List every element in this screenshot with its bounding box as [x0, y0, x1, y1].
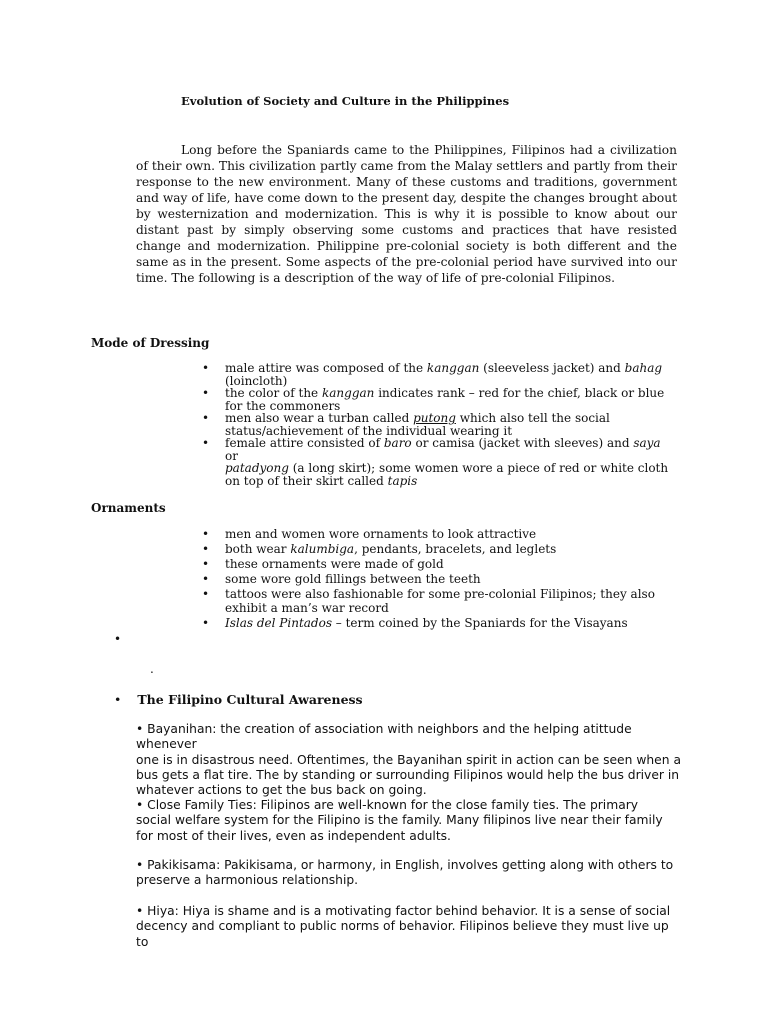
ornament-item: • men and women wore ornaments to look attractive [202, 527, 672, 541]
emphasized-term: tapis [387, 473, 418, 488]
emphasized-term: saya [633, 436, 661, 450]
ornament-item: • Islas del Pintados – term coined by the Spaniards for the Visayans [202, 616, 672, 630]
emphasized-term: kanggan [321, 386, 375, 400]
dressing-item: • men also wear a turban called putong which also tell the social status/achievement of the individual wearing it [202, 412, 672, 437]
emphasized-term: putong [413, 411, 456, 425]
hiya-paragraph: • Hiya: Hiya is shame and is a motivating factor behind behavior. It is a sense of social decency and compliant to public norms of behavior. Filipinos believe they must live up to [136, 904, 671, 949]
emphasized-term: kanggan [426, 361, 480, 375]
dressing-item: • the color of the kanggan indicates rank – red for the chief, black or blue for the commoners [202, 387, 672, 412]
intro-paragraph: Long before the Spaniards came to the Philippines, Filipinos had a civilization of their own. This civilization partly came from the Malay settlers and partly from their response to the new environment. Many of these customs and traditions, government and way of life, have come down to the present day, despite the changes brought about by westernization and modernization. This is why it is possible to know about our distant past by simply observing some customs and practices that have resisted change and modernization. Philippine pre-colonial society is both different and the same as in the present. Some aspects of the pre-colonial period have survived into our time. The following is a description of the way of life of pre-colonial Filipinos. [136, 143, 677, 285]
cultural-awareness-heading [114, 692, 363, 707]
pakikisama-paragraph: • Pakikisama: Pakikisama, or harmony, in English, involves getting along with others to preserve a harmonious relationship. [136, 858, 674, 888]
family-ties-paragraph: • Close Family Ties: Filipinos are well-known for the close family ties. The primary social welfare system for the Filipino is the family. Many filipinos live near their family for most of their lives, even as independent adults. [136, 798, 663, 843]
emphasized-term: kalumbiga [290, 542, 355, 556]
ornament-item: • some wore gold fillings between the teeth [202, 572, 672, 586]
ornament-item: • tattoos were also fashionable for some pre-colonial Filipinos; they also exhibit a man’s war record [202, 587, 672, 615]
emphasized-term: bahag [624, 361, 663, 375]
dressing-item: • male attire was composed of the kanggan (sleeveless jacket) and bahag (loincloth) [202, 362, 672, 387]
mode-of-dressing-heading: Mode of Dressing [91, 336, 210, 350]
heading-bullet: • [114, 692, 122, 707]
emphasized-term: Islas del Pintados [225, 616, 332, 630]
dressing-item: • female attire consisted of baro or camisa (jacket with sleeves) and saya or patadyong (a long skirt); some women wore a piece of red or white cloth on top of their skirt called tapis [202, 437, 672, 487]
empty-bullet: • [114, 632, 122, 646]
emphasized-term: patadyong [225, 461, 289, 475]
ornaments-list [202, 527, 672, 631]
ornaments-heading: Ornaments [91, 501, 166, 515]
stray-period: . [150, 662, 154, 676]
bayanihan-paragraph: • Bayanihan: the creation of association with neighbors and the helping atittude whenever one is in disastrous need. Oftentimes, the Bayanihan spirit in action can be seen when a bus gets a flat tire. The by standing or surrounding Filipinos would help the bus driver in whatever actions to get the bus back on going. [136, 722, 681, 798]
dressing-list [202, 362, 672, 487]
ornament-item: • these ornaments were made of gold [202, 557, 672, 571]
emphasized-term: baro [383, 436, 412, 450]
heading-text: The Filipino Cultural Awareness [137, 692, 363, 707]
ornament-item: • both wear kalumbiga, pendants, bracelets, and leglets [202, 542, 672, 556]
document-title: Evolution of Society and Culture in the Philippines [181, 94, 510, 108]
